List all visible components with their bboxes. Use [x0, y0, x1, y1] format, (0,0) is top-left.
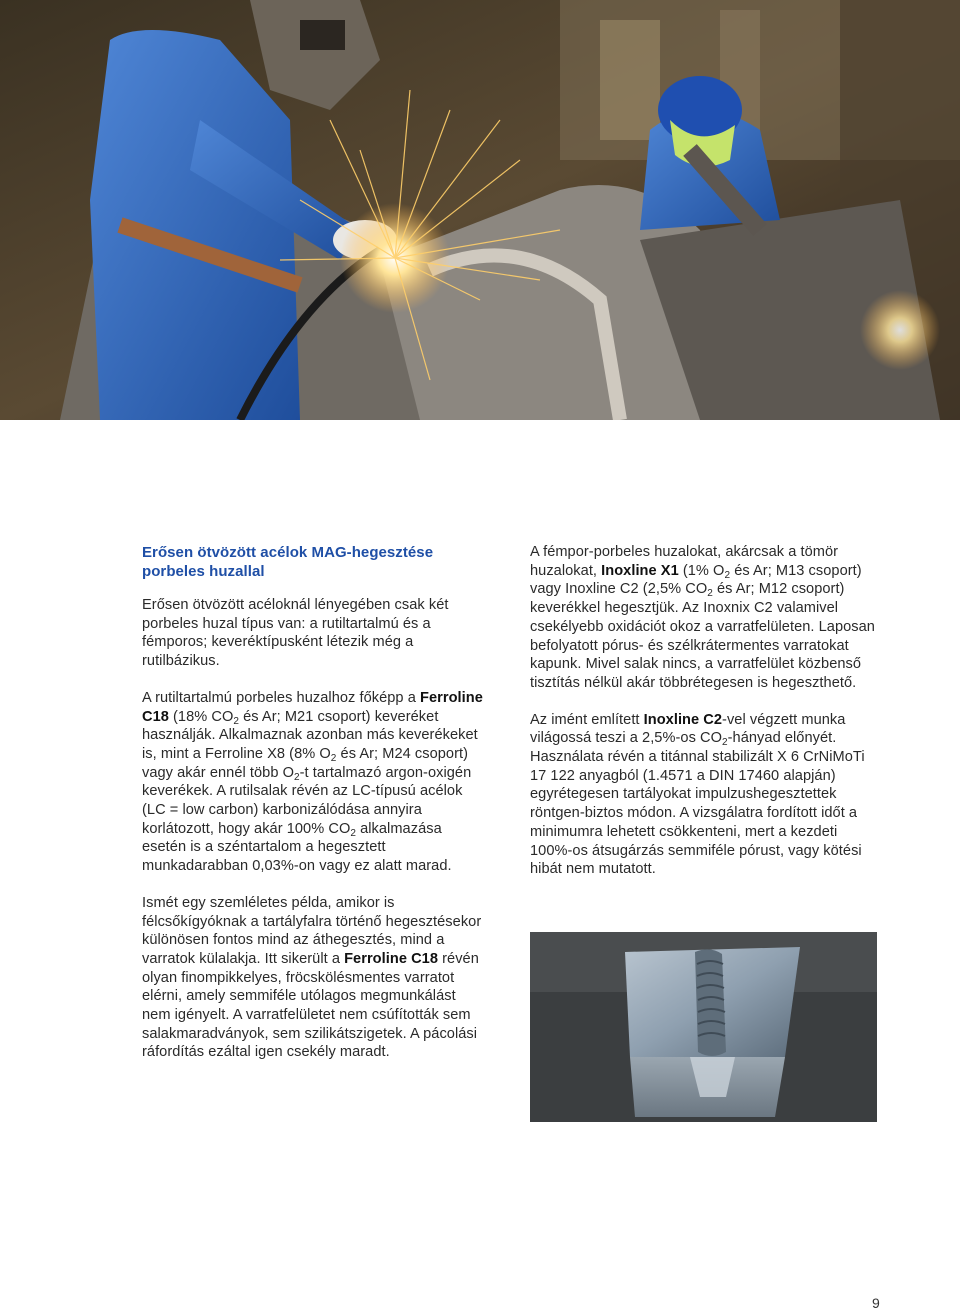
left-paragraph-2: A rutiltartalmú porbeles huzalhoz főképp a Ferroline C18 (18% $CO_2$ és Ar; M21 csoport) keveréket használják. Alkalmaznak azonban más keverékeket is, mint a Ferroline X8 (8% $O_2$ és Ar; M24 csoport) vagy akár ennél több $O_2-t$ tartalmazó argon-oxigén keverékek. A rutilsalak révén az LC-típusú acélok (LC = low carbon) karbonizálódása annyira korlátozott, hogy akár 100% $CO_2$ alkalmazása esetén is a széntartalom a hegesztett munkadarabban 0,03%-on vagy ez alatt marad. [142, 689, 483, 875]
weld-sample-photo-icon [530, 932, 877, 1122]
left-paragraph-1: Erősen ötvözött acéloknál lényegében csak két porbeles huzal típus van: a rutiltartalmú és a fémporos; keveréktípusként létezik még a rutilbázikus. [142, 597, 449, 670]
weld-sample-photo [530, 932, 877, 1122]
right-paragraph-1: A fémpor-porbeles huzalokat, akárcsak a tömör huzalokat, Inoxline X1 (1% $O_2$ és Ar; M13 csoport) vagy Inoxline C2 (2,5% $CO_2$ és Ar; M12 csoport) keverékkel hegesztjük. Az Inoxnix C2 valamivel csekélyebb oxidációt okoz a varratfelületen. Laposan befolyatott pórus- és szélkrátermentes varratokat kapunk. Mivel salak nincs, a varratfelület közbenső tisztítás nélkül akár többrétegesen is hegeszthető. [530, 544, 875, 691]
section-heading: Erősen ötvözött acélok MAG-hegesztése porbeles huzallal [142, 544, 434, 580]
right-paragraph-2: Az imént említett Inoxline C2-vel végzett munka világossá teszi a 2,5%-os $CO_2$-hányad előnyét. Használata révén a titánnal stabilizált X 6 CrNiMoTi 17 122 anyagból (1.4571 a DIN 17460 alapján) egyrétegesen tartályokat impulzushegesztettek röntgen-biztos módon. A vizsgálatra fordított időt a minimumra lehetett csökkenteni, mert a kezdeti 100%-os átsugárzás semmiféle pórust, vagy kötési hibát nem mutatott. [530, 711, 865, 878]
left-column [142, 543, 487, 1080]
hero-photo [0, 0, 960, 420]
right-column [530, 543, 875, 897]
page-number: 9 [872, 1295, 880, 1311]
welding-photo-icon [0, 0, 960, 420]
left-paragraph-3: Ismét egy szemléletes példa, amikor is félcsőkígyóknak a tartályfalra történő hegesztésekor különösen fontos mind az áthegesztés, mind a varratok külalakja. Itt sikerült a Ferroline C18 révén olyan finompikkelyes, fröcskölésmentes varratot elérni, amely semmiféle utólagos megmunkálást nem igényelt. A varratfelületet nem csúfították sem salakmaradványok, sem szilikátszigetek. A pácolási ráfordítás ezáltal igen csekély maradt. [142, 894, 482, 1061]
